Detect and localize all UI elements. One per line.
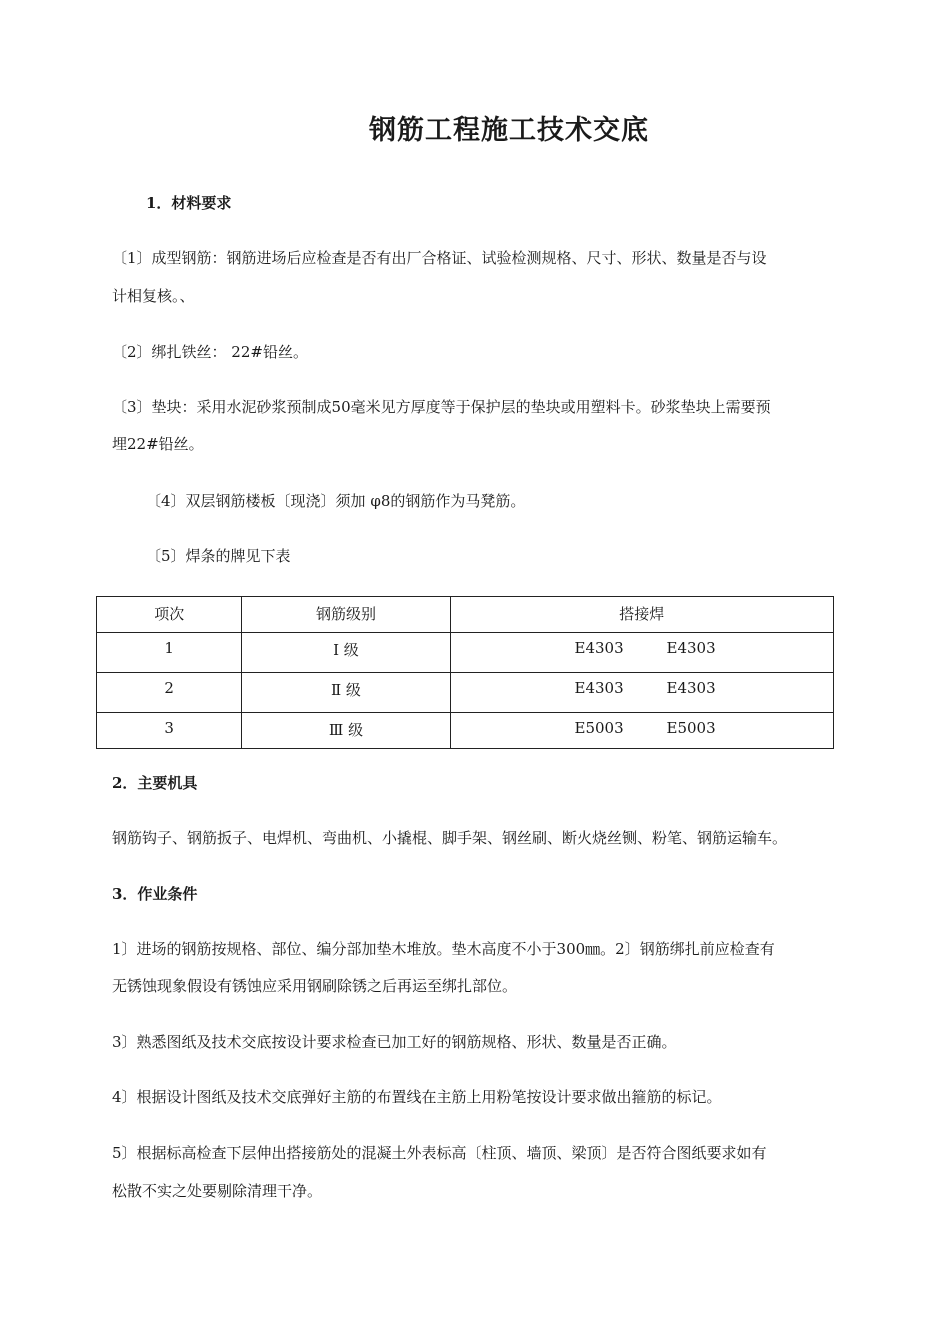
table-cell-rebar-grade: Ⅱ 级 bbox=[242, 673, 450, 713]
table-cell-rebar-grade: Ⅰ 级 bbox=[242, 633, 450, 673]
paragraph-formed-rebar-line1: 〔1〕成型钢筋：钢筋进场后应检查是否有出厂合格证、试验检测规格、尺寸、形状、数量是否与设 bbox=[112, 249, 767, 267]
paragraph-condition-1-line1: 1〕进场的钢筋按规格、部位、编分部加垫木堆放。垫木高度不小于300㎜。2〕钢筋绑扎前应检查有 bbox=[112, 940, 775, 958]
paragraph-formed-rebar-line2: 计相复核。、 bbox=[112, 287, 195, 305]
table-cell-lap-weld bbox=[450, 713, 833, 749]
electrode-code: E4303 bbox=[574, 679, 624, 697]
table-cell-lap-weld bbox=[450, 673, 833, 713]
document-title: 钢筋工程施工技术交底 bbox=[369, 115, 649, 146]
table-header-item-no: 项次 bbox=[97, 597, 242, 633]
table-row bbox=[97, 673, 834, 713]
paragraph-condition-4: 4〕根据设计图纸及技术交底弹好主筋的布置线在主筋上用粉笔按设计要求做出箍筋的标记。 bbox=[112, 1088, 722, 1106]
table-header-rebar-grade: 钢筋级别 bbox=[242, 597, 450, 633]
paragraph-condition-5-line2: 松散不实之处要剔除清理干净。 bbox=[112, 1182, 323, 1200]
table-cell-item-no: 3 bbox=[97, 713, 242, 749]
paragraph-electrode-table-intro: 〔5〕焊条的牌见下表 bbox=[146, 547, 291, 565]
paragraph-spacer-block-line2: 埋22#铅丝。 bbox=[112, 435, 204, 453]
paragraph-condition-5-line1: 5〕根据标高检查下层伸出搭接筋处的混凝土外表标高〔柱顶、墙顶、梁顶〕是否符合图纸要求如有 bbox=[112, 1144, 767, 1162]
table-header-lap-weld: 搭接焊 bbox=[450, 597, 833, 633]
electrode-code: E4303 bbox=[574, 639, 624, 657]
section-heading-main-tools: 2．主要机具 bbox=[112, 774, 198, 792]
electrode-code: E4303 bbox=[666, 639, 716, 657]
table-cell-rebar-grade: Ⅲ 级 bbox=[242, 713, 450, 749]
table-cell-lap-weld bbox=[450, 633, 833, 673]
table-row bbox=[97, 633, 834, 673]
paragraph-double-layer-slab: 〔4〕双层钢筋楼板〔现浇〕须加 φ8的钢筋作为马凳筋。 bbox=[146, 492, 526, 510]
paragraph-condition-1-line2: 无锈蚀现象假设有锈蚀应采用钢刷除锈之后再运至绑扎部位。 bbox=[112, 977, 518, 995]
table-row bbox=[97, 713, 834, 749]
electrode-code: E5003 bbox=[666, 719, 716, 737]
paragraph-tools-list: 钢筋钩子、钢筋扳子、电焊机、弯曲机、小撬棍、脚手架、钢丝刷、断火烧丝铡、粉笔、钢筋运输车。 bbox=[112, 829, 788, 847]
paragraph-condition-3: 3〕熟悉图纸及技术交底按设计要求检查已加工好的钢筋规格、形状、数量是否正确。 bbox=[112, 1033, 677, 1051]
electrode-table bbox=[96, 596, 834, 749]
paragraph-spacer-block-line1: 〔3〕垫块：采用水泥砂浆预制成50毫米见方厚度等于保护层的垫块或用塑料卡。砂浆垫块上需要预 bbox=[112, 398, 771, 416]
section-heading-materials: 1．材料要求 bbox=[146, 194, 232, 212]
table-cell-item-no: 1 bbox=[97, 633, 242, 673]
electrode-code: E4303 bbox=[666, 679, 716, 697]
section-heading-work-conditions: 3．作业条件 bbox=[112, 885, 198, 903]
table-header-row bbox=[97, 597, 834, 633]
electrode-code: E5003 bbox=[574, 719, 624, 737]
table-cell-item-no: 2 bbox=[97, 673, 242, 713]
paragraph-binding-wire: 〔2〕绑扎铁丝： 22#铅丝。 bbox=[112, 343, 308, 361]
